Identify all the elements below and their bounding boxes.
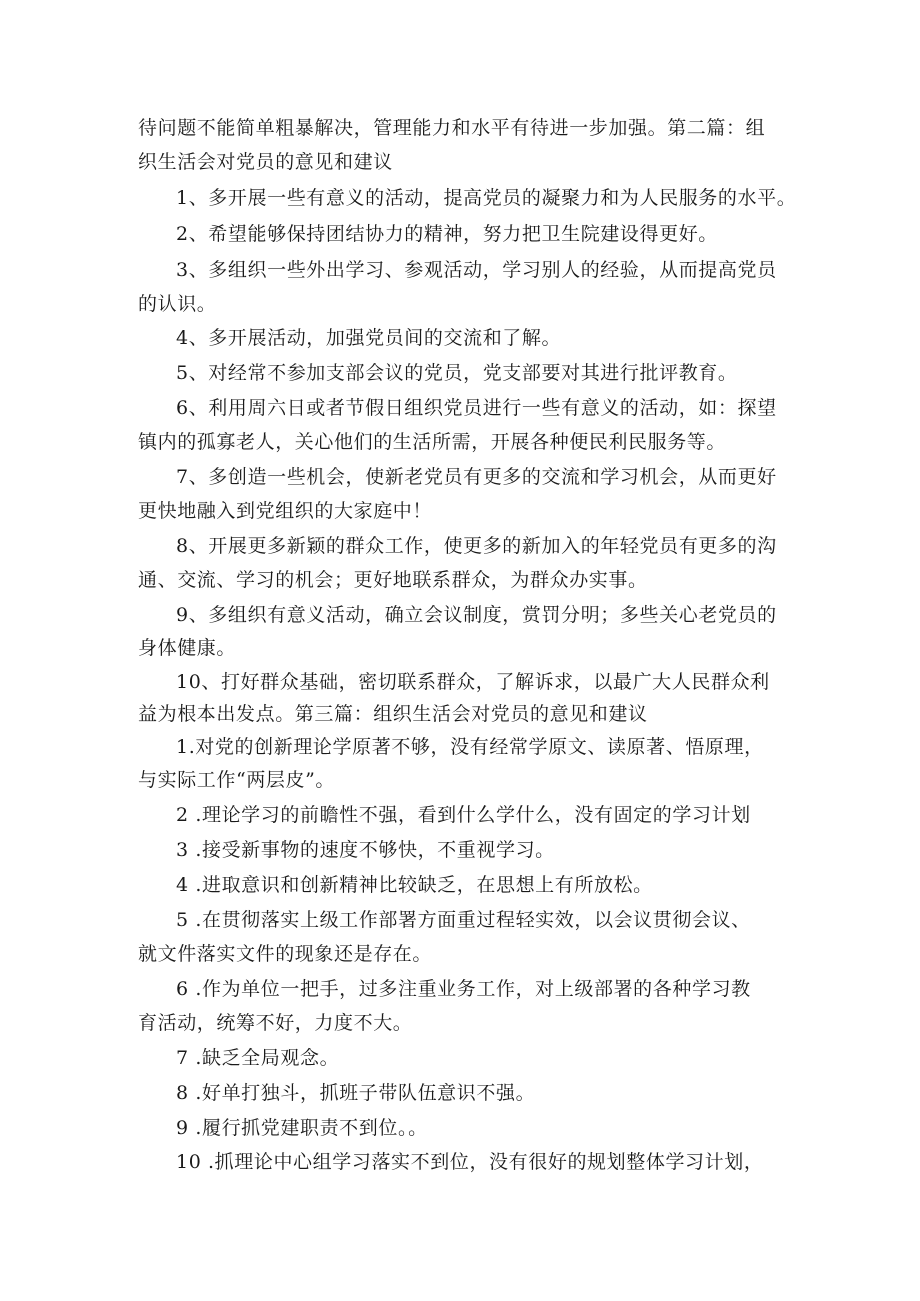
text-line: 5、对经常不参加支部会议的党员，党支部要对其进行批评教育。 [176, 362, 738, 384]
text-line: 5 .在贯彻落实上级工作部署方面重过程轻实效，以会议贯彻会议、 [176, 909, 751, 931]
text-line: 1.对党的创新理论学原著不够，没有经常学原文、读原著、悟原理， [176, 736, 764, 758]
text-line: 1、多开展一些有意义的活动，提高党员的凝聚力和为人民服务的水平。 [176, 187, 797, 209]
text-line: 10、打好群众基础，密切联系群众，了解诉求，以最广大人民群众利 [176, 671, 770, 693]
text-line: 6 .作为单位一把手，过多注重业务工作，对上级部署的各种学习教 [176, 978, 751, 1000]
text-line: 织生活会对党员的意见和建议 [138, 151, 393, 173]
text-line: 8 .好单打独斗，抓班子带队伍意识不强。 [176, 1082, 536, 1104]
text-line: 3 .接受新事物的速度不够快，不重视学习。 [176, 839, 555, 861]
text-line: 10 .抓理论中心组学习落实不到位，没有很好的规划整体学习计划， [176, 1151, 764, 1173]
text-line: 身体健康。 [138, 637, 237, 659]
text-line: 与实际工作“两层皮”。 [138, 769, 336, 791]
text-line: 更快地融入到党组织的大家庭中！ [138, 500, 433, 522]
text-line: 镇内的孤寡老人，关心他们的生活所需，开展各种便民利民服务等。 [138, 431, 727, 453]
text-line: 9、多组织有意义活动，确立会议制度，赏罚分明；多些关心老党员的 [176, 604, 777, 626]
text-line: 育活动，统筹不好，力度不大。 [138, 1012, 413, 1034]
text-line: 6、利用周六日或者节假日组织党员进行一些有意义的活动，如：探望 [176, 397, 777, 419]
text-line: 益为根本出发点。第三篇：组织生活会对党员的意见和建议 [138, 703, 648, 725]
text-line: 待问题不能简单粗暴解决，管理能力和水平有待进一步加强。第二篇：组 [138, 117, 766, 139]
text-line: 4、多开展活动，加强党员间的交流和了解。 [176, 327, 562, 349]
text-line: 8、开展更多新颖的群众工作，使更多的新加入的年轻党员有更多的沟 [176, 535, 777, 557]
text-line: 4 .进取意识和创新精神比较缺乏，在思想上有所放松。 [176, 874, 653, 896]
text-line: 2、希望能够保持团结协力的精神，努力把卫生院建设得更好。 [176, 223, 718, 245]
text-line: 通、交流、学习的机会；更好地联系群众，为群众办实事。 [138, 569, 648, 591]
text-line: 就文件落实文件的现象还是存在。 [138, 943, 433, 965]
text-line: 7 .缺乏全局观念。 [176, 1047, 340, 1069]
text-line: 7、多创造一些机会，使新老党员有更多的交流和学习机会，从而更好 [176, 466, 777, 488]
text-line: 3、多组织一些外出学习、参观活动，学习别人的经验，从而提高党员 [176, 259, 777, 281]
text-line: 2 .理论学习的前瞻性不强，看到什么学什么，没有固定的学习计划 [176, 804, 751, 826]
text-line: 9 .履行抓党建职责不到位。。 [176, 1117, 428, 1139]
text-line: 的认识。 [138, 293, 217, 315]
